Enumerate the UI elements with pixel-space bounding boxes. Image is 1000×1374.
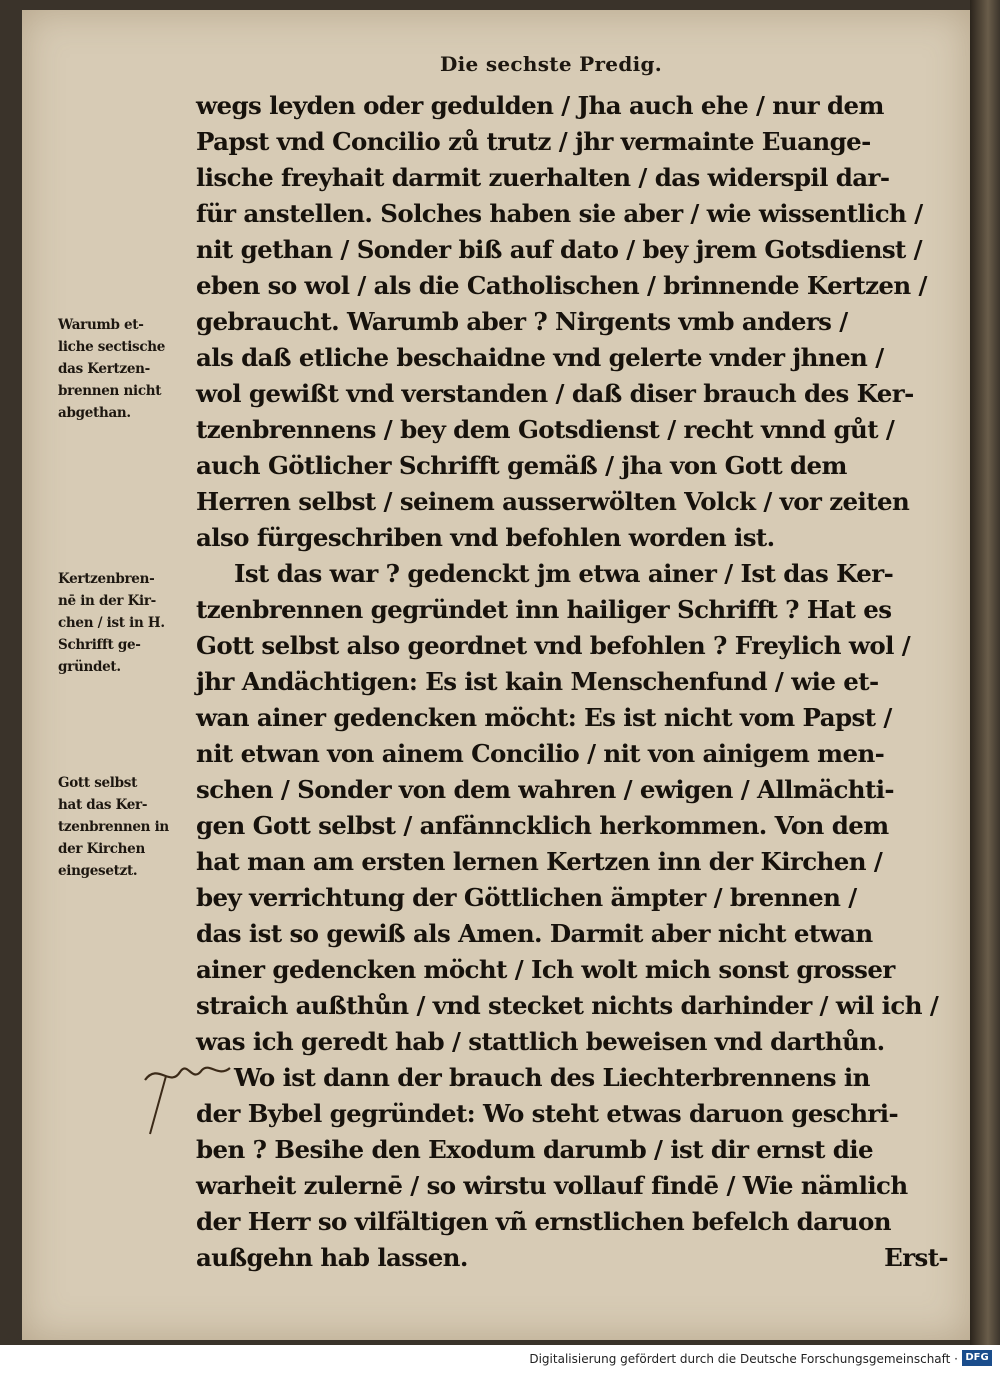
sermon-text-block (196, 88, 948, 1276)
gloss-line: der Kirchen (58, 841, 145, 857)
text-line: der Herr so vilfältigen vñ ernstlichen befelch daruon (196, 1207, 891, 1236)
text-line: Ist das war ? gedenckt jm etwa ainer / Ist das Ker- (234, 559, 894, 588)
gloss-line: abgethan. (58, 405, 131, 421)
gloss-line: eingesetzt. (58, 863, 138, 879)
gloss-line: gründet. (58, 659, 121, 675)
text-line: tzenbrennen gegründet inn hailiger Schrifft ? Hat es (196, 595, 892, 624)
text-line: jhr Andächtigen: Es ist kain Menschenfund / wie et- (196, 667, 879, 696)
text-line: gebraucht. Warumb aber ? Nirgents vmb anders / (196, 307, 848, 336)
text-line: nit etwan von ainem Concilio / nit von ainigem men- (196, 739, 885, 768)
text-line: eben so wol / als die Catholischen / brinnende Kertzen / (196, 271, 927, 300)
text-line: Gott selbst also geordnet vnd befohlen ? Freylich wol / (196, 631, 911, 660)
text-line: gen Gott selbst / anfänncklich herkommen. Von dem (196, 811, 889, 840)
funding-notice: Digitalisierung gefördert durch die Deutsche Forschungsgemeinschaft · (529, 1352, 958, 1366)
gloss-line: brennen nicht (58, 383, 162, 399)
text-line-last (196, 1240, 948, 1276)
text-line: der Bybel gegründet: Wo steht etwas daruon geschri- (196, 1099, 899, 1128)
text-line: wol gewißt vnd verstanden / daß diser brauch des Ker- (196, 379, 914, 408)
text-line: tzenbrennens / bey dem Gotsdienst / recht vnnd gůt / (196, 415, 895, 444)
dfg-logo: DFG (962, 1350, 992, 1366)
text-line: warheit zulernē / so wirstu vollauf findē / Wie nämlich (196, 1171, 908, 1200)
text-line: was ich geredt hab / stattlich beweisen vnd darthůn. (196, 1027, 885, 1056)
gloss-line: liche sectische (58, 339, 166, 355)
text-line: das ist so gewiß als Amen. Darmit aber nicht etwan (196, 919, 873, 948)
text-line: auch Götlicher Schrifft gemäß / jha von Gott dem (196, 451, 847, 480)
page-edge (970, 0, 1000, 1345)
text-line: Wo ist dann der brauch des Liechterbrennens in (234, 1063, 870, 1092)
running-head: Die sechste Predig. (440, 52, 663, 76)
text-line: straich außthůn / vnd stecket nichts darhinder / wil ich / (196, 991, 939, 1020)
text-line: wan ainer gedencken möcht: Es ist nicht vom Papst / (196, 703, 892, 732)
gloss-line: tzenbrennen in (58, 819, 169, 835)
text-line: außgehn hab lassen. (196, 1243, 468, 1272)
gloss-line: Schrifft ge- (58, 637, 141, 653)
text-line: ainer gedencken möcht / Ich wolt mich sonst grosser (196, 955, 895, 984)
margin-gloss-candles-not-abolished (58, 314, 190, 424)
gloss-line: chen / ist in H. (58, 615, 165, 631)
text-line: hat man am ersten lernen Kertzen inn der Kirchen / (196, 847, 883, 876)
text-line: bey verrichtung der Göttlichen ämpter / brennen / (196, 883, 857, 912)
text-line: schen / Sonder von dem wahren / ewigen / Allmächti- (196, 775, 894, 804)
gloss-line: Gott selbst (58, 775, 137, 791)
gloss-line: Kertzenbren- (58, 571, 155, 587)
gloss-line: hat das Ker- (58, 797, 148, 813)
text-line: wegs leyden oder gedulden / Jha auch ehe / nur dem (196, 91, 884, 120)
text-line: ben ? Besihe den Exodum darumb / ist dir ernst die (196, 1135, 873, 1164)
margin-gloss-god-instituted (58, 772, 190, 882)
text-line: lische freyhait darmit zuerhalten / das widerspil dar- (196, 163, 890, 192)
margin-gloss-scripture-founded (58, 568, 190, 678)
gloss-line: nē in der Kir- (58, 593, 156, 609)
text-line: nit gethan / Sonder biß auf dato / bey jrem Gotsdienst / (196, 235, 923, 264)
text-line: also fürgeschriben vnd befohlen worden ist. (196, 523, 775, 552)
text-line: Herren selbst / seinem ausserwölten Volck / vor zeiten (196, 487, 910, 516)
handwritten-note-mark (140, 1058, 240, 1138)
gloss-line: Warumb et- (58, 317, 144, 333)
text-line: als daß etliche beschaidne vnd gelerte vnder jhnen / (196, 343, 884, 372)
gloss-line: das Kertzen- (58, 361, 150, 377)
text-line: Papst vnd Concilio zů trutz / jhr vermainte Euange- (196, 127, 871, 156)
text-line: für anstellen. Solches haben sie aber / wie wissentlich / (196, 199, 923, 228)
catchword: Erst- (884, 1243, 948, 1272)
footer-bar (0, 1345, 1000, 1374)
